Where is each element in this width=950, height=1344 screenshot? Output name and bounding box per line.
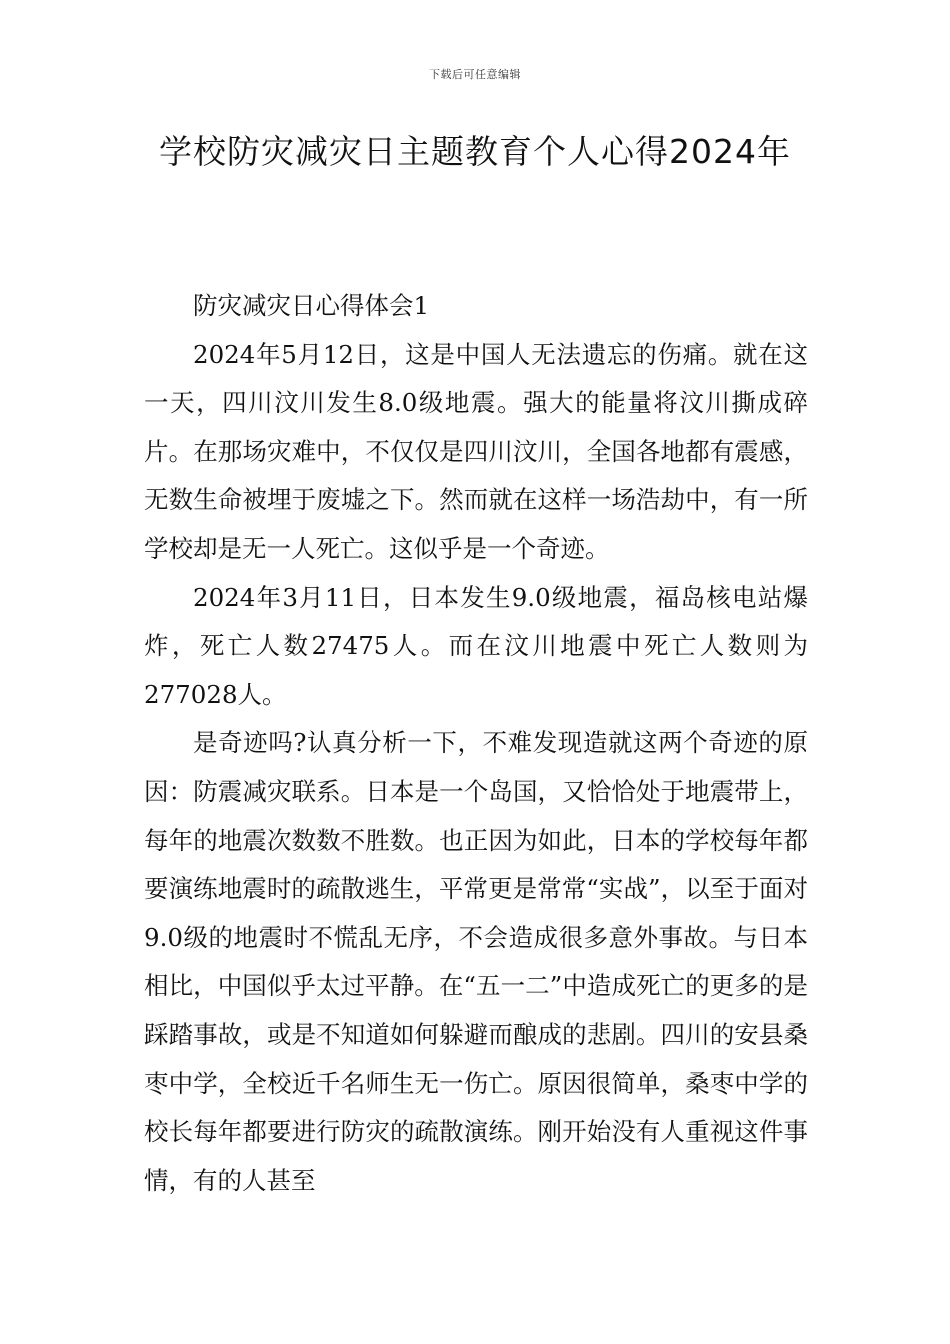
section-heading: 防灾减灾日心得体会1 <box>193 291 430 320</box>
document-body <box>144 282 808 1205</box>
paragraph: 是奇迹吗?认真分析一下，不难发现造就这两个奇迹的原因：防震减灾联系。日本是一个岛国，又恰恰处于地震带上，每年的地震次数数不胜数。也正因为如此，日本的学校每年都要演练地震时的疏散逃生，平常更是常常“实战”，以至于面对9.0级的地震时不慌乱无序，不会造成很多意外事故。与日本相比，中国似乎太过平静。在“五一二”中造成死亡的更多的是踩踏事故，或是不知道如何躲避而酿成的悲剧。四川的安县桑枣中学，全校近千名师生无一伤亡。原因很简单，桑枣中学的校长每年都要进行防灾的疏散演练。刚开始没有人重视这件事情，有的人甚至 <box>144 728 808 1195</box>
header-note: 下载后可任意编辑 <box>429 68 521 81</box>
paragraph: 2024年3月11日，日本发生9.0级地震，福岛核电站爆炸，死亡人数27475人。而在汶川地震中死亡人数则为277028人。 <box>144 582 808 709</box>
document-title: 学校防灾减灾日主题教育个人心得2024年 <box>159 132 791 171</box>
paragraph: 2024年5月12日，这是中国人无法遗忘的伤痛。就在这一天，四川汶川发生8.0级地震。强大的能量将汶川撕成碎片。在那场灾难中，不仅仅是四川汶川，全国各地都有震感，无数生命被埋于废墟之下。然而就在这样一场浩劫中，有一所学校却是无一人死亡。这似乎是一个奇迹。 <box>144 339 808 563</box>
